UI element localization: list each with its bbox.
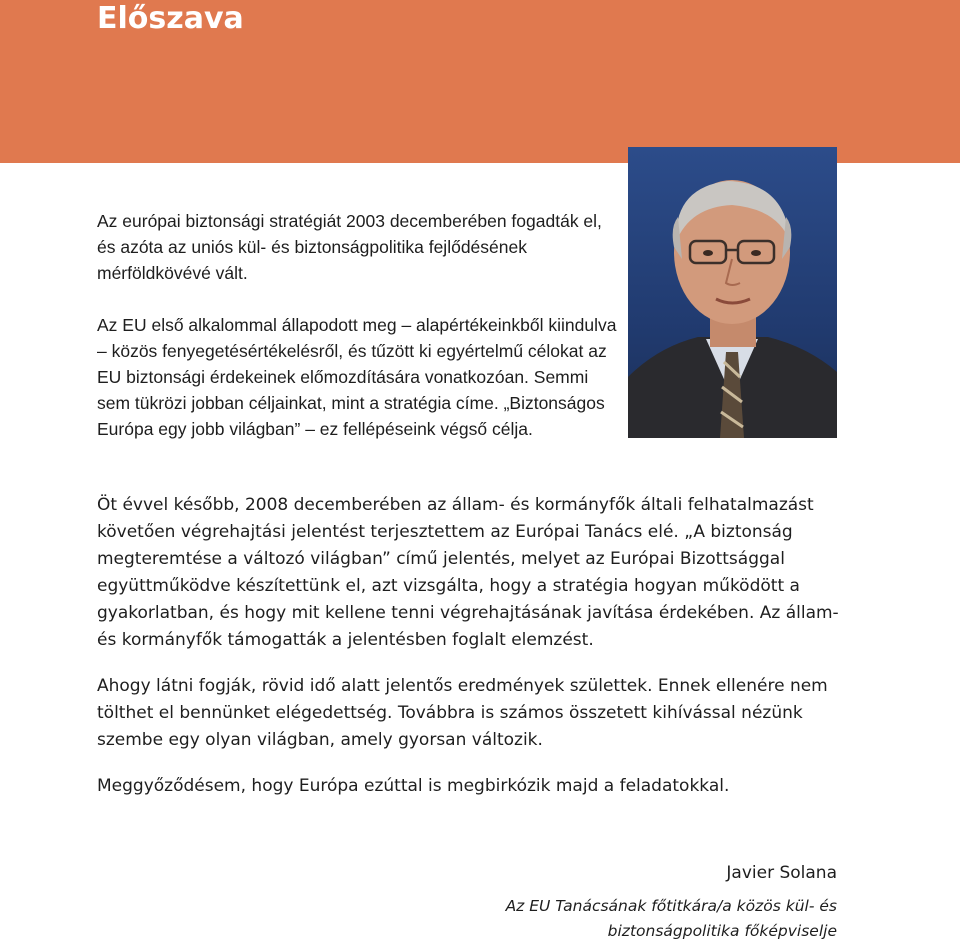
portrait-illustration — [628, 147, 837, 438]
intro-section — [97, 208, 617, 442]
body-section — [97, 492, 857, 800]
body-paragraph-3: Meggyőződésem, hogy Európa ezúttal is megbirkózik majd a feladatokkal. — [97, 776, 730, 796]
page-title: Előszava — [97, 1, 244, 36]
header-banner — [0, 0, 960, 163]
intro-paragraph-2: Az EU első alkalommal állapodott meg – alapértékeinkből kiindulva – közös fenyegetésértékelésről, és tűzött ki egyértelmű célokat az EU biztonsági érdekeinek előmozdítására vonatkozóan. Semmi sem tükrözi jobban céljainkat, mint a stratégia címe. „Biztonságos Európa egy jobb világban” – ez fellépéseink végső célja. — [97, 315, 617, 439]
portrait-photo — [628, 147, 837, 438]
intro-paragraph-1: Az európai biztonsági stratégiát 2003 decemberében fogadták el, és azóta az uniós kül- és biztonságpolitika fejlődésének mérföldkövévé vált. — [97, 211, 602, 283]
body-paragraph-1: Öt évvel később, 2008 decemberében az állam- és kormányfők általi felhatalmazást követően végrehajtási jelentést terjesztettem az Európai Tanács elé. „A biztonság megteremtése a változó világban” című jelentés, melyet az Európai Bizottsággal együttműködve készítettünk el, azt vizsgálta, hogy a stratégia hogyan működött a gyakorlatban, és hogy mit kellene tenni végrehajtásának javítása érdekében. Az állam- és kormányfők támogatták a jelentésben foglalt elemzést. — [97, 495, 839, 650]
signature-role: Az EU Tanácsának főtitkára/a közös kül- és biztonságpolitika főképviselje — [505, 897, 837, 940]
body-paragraph-2: Ahogy látni fogják, rövid idő alatt jelentős eredmények születtek. Ennek ellenére nem tölthet el bennünket elégedettség. Továbbra is számos összetett kihívással nézünk szembe egy olyan világban, amely gyorsan változik. — [97, 676, 828, 750]
signature-name: Javier Solana — [726, 863, 837, 883]
